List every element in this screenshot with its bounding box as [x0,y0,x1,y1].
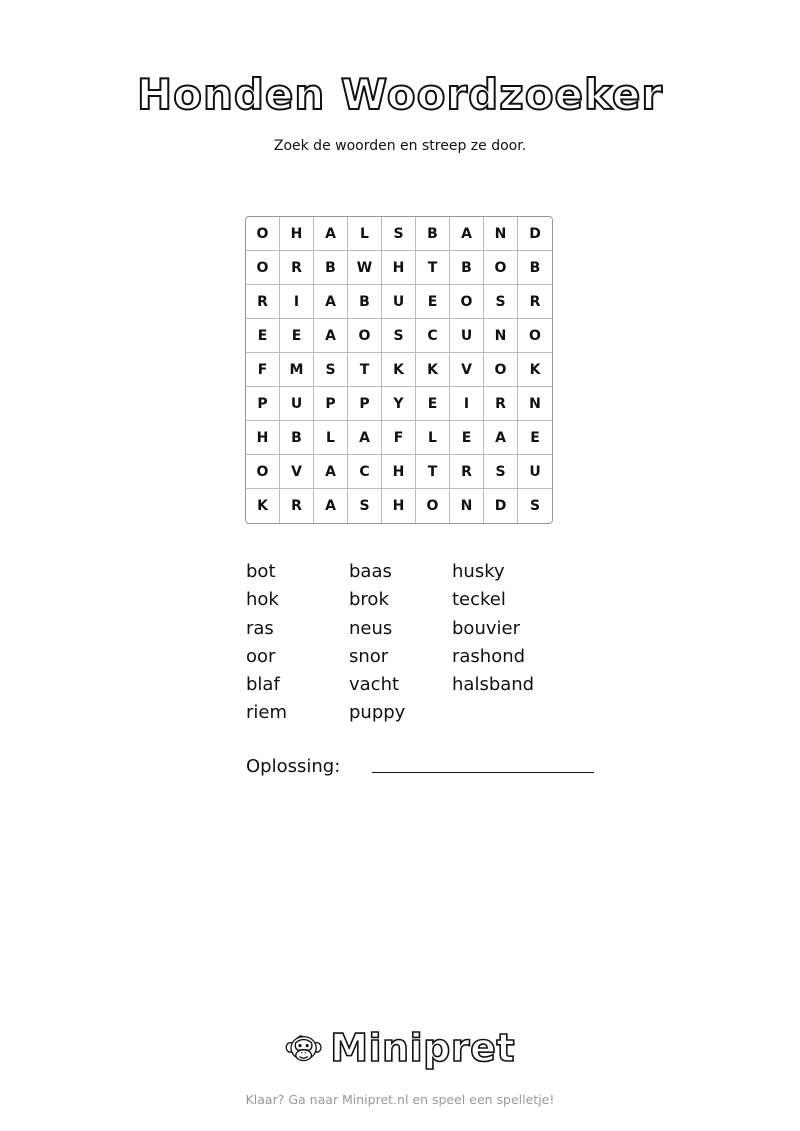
grid-cell: K [382,353,416,387]
grid-cell: B [450,251,484,285]
grid-cell: H [382,251,416,285]
word-item: vacht [349,674,400,696]
word-item: baas [349,561,392,582]
grid-cell: S [382,319,416,353]
grid-cell: N [450,489,484,523]
grid-cell: S [484,285,518,319]
grid-cell: B [314,251,348,285]
grid-cell: R [280,489,314,523]
grid-cell: R [450,455,484,489]
grid-cell: B [518,251,552,285]
solution-answer-line [372,772,594,773]
footer-text: Klaar? Ga naar Minipret.nl en speel een spelletje! [245,1092,555,1107]
word-column [246,558,349,728]
logo-wordmark: Minipret [330,1026,515,1070]
grid-cell: A [484,421,518,455]
grid-cell: A [314,319,348,353]
grid-cell: P [348,387,382,421]
grid-cell: S [314,353,348,387]
grid-cell: H [382,455,416,489]
grid-cell: R [280,251,314,285]
word-item: oor [246,645,276,667]
grid-cell: H [280,217,314,251]
solution-label: Oplossing: [246,756,341,777]
grid-cell: B [280,421,314,455]
grid-cell: O [246,217,280,251]
grid-cell: O [246,251,280,285]
grid-cell: K [416,353,450,387]
monkey-mascot-icon [285,1021,322,1075]
grid-cell: O [450,285,484,319]
grid-cell: V [280,455,314,489]
grid-cell: A [314,489,348,523]
grid-cell: U [450,319,484,353]
grid-cell: I [450,387,484,421]
grid-cell: F [382,421,416,455]
grid-cell: N [484,319,518,353]
grid-cell: K [518,353,552,387]
word-item: brok [349,589,389,611]
grid-cell: U [518,455,552,489]
word-item: bot [246,561,276,582]
grid-cell: O [246,455,280,489]
grid-cell: O [348,319,382,353]
grid-cell: R [484,387,518,421]
grid-cell: E [246,319,280,353]
word-item: neus [349,617,393,639]
grid-cell: U [382,285,416,319]
grid-cell: L [314,421,348,455]
grid-cell: A [314,285,348,319]
grid-cell: H [382,489,416,523]
grid-cell: C [416,319,450,353]
grid-cell: V [450,353,484,387]
grid-cell: P [246,387,280,421]
word-item: ras [246,617,274,639]
grid-cell: B [416,217,450,251]
grid-cell: U [280,387,314,421]
grid-cell: A [348,421,382,455]
word-item: riem [246,702,288,724]
word-item: teckel [452,589,506,611]
grid-cell: D [484,489,518,523]
word-item: blaf [246,674,280,696]
grid-cell: A [314,455,348,489]
grid-cell: M [280,353,314,387]
word-item: hok [246,589,279,611]
grid-cell: H [246,421,280,455]
grid-cell: R [518,285,552,319]
grid-cell: T [416,455,450,489]
instructions: Zoek de woorden en streep ze door. [273,138,527,154]
grid-cell: T [416,251,450,285]
grid-cell: R [246,285,280,319]
minipret-logo [285,1020,515,1076]
grid-cell: P [314,387,348,421]
word-column [349,558,452,728]
grid-cell: E [450,421,484,455]
grid-cell: E [416,285,450,319]
grid-cell: A [314,217,348,251]
grid-cell: L [348,217,382,251]
grid-cell: I [280,285,314,319]
grid-cell: A [450,217,484,251]
grid-cell: E [416,387,450,421]
grid-cell: B [348,285,382,319]
grid-cell: O [484,353,518,387]
page-title: Honden Woordzoeker [136,70,664,119]
grid-cell: W [348,251,382,285]
grid-cell: K [246,489,280,523]
word-item: bouvier [452,617,520,639]
word-list [246,558,555,728]
grid-cell: S [529,498,541,514]
grid-cell: Y [382,387,416,421]
word-item: halsband [452,674,535,696]
word-item: rashond [452,645,526,667]
grid-cell: F [246,353,280,387]
grid-cell: T [348,353,382,387]
letter-grid [245,216,553,524]
grid-cell: E [280,319,314,353]
grid-cell: O [518,319,552,353]
grid-cell: S [348,489,382,523]
grid-cell: N [484,217,518,251]
word-item: husky [452,561,505,582]
grid-cell: N [518,387,552,421]
grid-cell: O [416,489,450,523]
word-item: snor [349,645,389,667]
word-column [452,558,555,728]
word-item: puppy [349,702,406,724]
grid-cell: L [416,421,450,455]
grid-cell: E [518,421,552,455]
grid-cell: C [348,455,382,489]
grid-cell: O [484,251,518,285]
grid-cell: S [382,217,416,251]
grid-cell: S [484,455,518,489]
grid-cell: D [518,217,552,251]
